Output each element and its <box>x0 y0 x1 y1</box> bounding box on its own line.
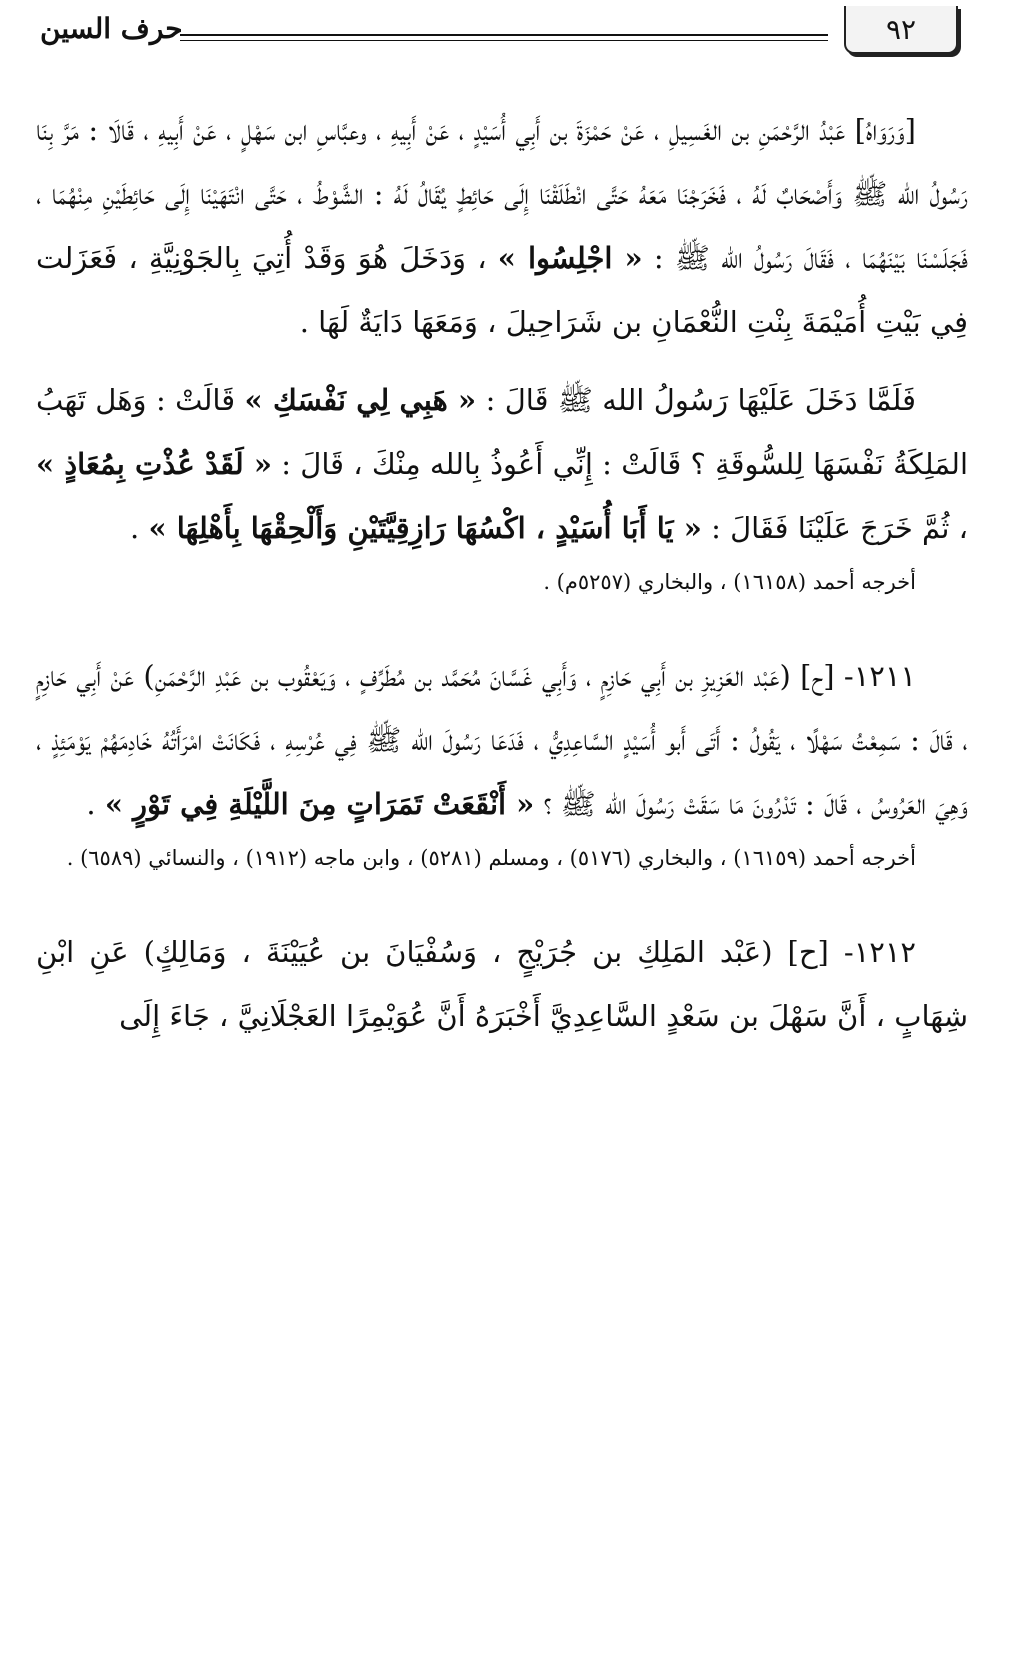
takhrij-footnote: أخرجه أحمد (١٦١٥٩) ، والبخاري (٥١٧٦) ، ومسلم (٥٢٨١) ، وابن ماجه (١٩١٢) ، والنسائي (٦٥٨٩) . <box>66 846 916 870</box>
header-rule-thin <box>180 40 828 41</box>
running-title: حرف السين <box>40 12 183 45</box>
prophet-quote: « يَا أَبَا أُسَيْدٍ ، اكْسُهَا رَازِقِيَّتَيْنِ وَأَلْحِقْهَا بِأَهْلِهَا » <box>148 511 702 545</box>
prophet-quote: « اجْلِسُوا » <box>497 241 643 275</box>
page-header <box>0 0 1010 70</box>
hadith-text: فَلَمَّا دَخَلَ عَلَيْهَا رَسُولُ الله ﷺ قَالَ : <box>485 383 917 417</box>
hadith-paragraph <box>36 98 968 354</box>
hadith-text: ١٢١٢- [ح] (عَبْد المَلِكِ بن جُرَيْجٍ ، وَسُفْيَانَ بن عُيَيْنَةَ ، وَمَالِكٍ) عَنِ ابْنِ شِهَابٍ ، أَنَّ سَهْلَ بن سَعْدٍ السَّاعِدِيَّ أَخْبَرَهُ أَنَّ عُوَيْمِرًا العَجْلَانِيَّ ، جَاءَ إِلَى <box>36 935 968 1033</box>
prophet-quote: « لَقَدْ عُذْتِ بِمُعَاذٍ » <box>36 447 272 481</box>
hadith-paragraph <box>36 920 968 1048</box>
prophet-quote: « أَنْقَعَتْ تَمَرَاتٍ مِنَ اللَّيْلَةِ فِي تَوْرٍ » <box>104 787 535 821</box>
page-number: ٩٢ <box>844 6 958 54</box>
takhrij-footnote: أخرجه أحمد (١٦١٥٨) ، والبخاري (٥٢٥٧م) . <box>543 570 916 594</box>
page-body <box>36 98 968 1048</box>
hadith-text: . <box>130 511 140 545</box>
hadith-text: . <box>86 787 96 821</box>
hadith-text: ١٢١١- [ح] (عَبْد العَزِيزِ بن أَبِي حَازِمٍ ، وَأَبِي غَسَّانَ مُحَمَّد بن مُطَرِّفٍ ، وَيَعْقُوب بن عَبْدِ الرَّحْمَنِ) عَنْ أَبِي حَازِمٍ ، قَالَ : سَمِعْتُ سَهْلًا ، يَقُولُ : أَتَى أَبو أُسَيْدٍ السَّاعِدِيُّ ، فَدَعَا رَسُولَ الله ﷺ فِي عُرْسِهِ ، فَكَانَتْ امْرَأَتُهُ خَادِمَهُمْ يَوْمَئِذٍ ، وَهِيَ العَرُوسُ ، قَالَ : تَدْرُونَ مَا سَقَتْ رَسُولَ الله ﷺ ؟ <box>36 659 968 821</box>
hadith-text: ، وَدَخَلَ هُوَ وَقَدْ أُتِيَ بِالجَوْنِيَّةِ ، فَعَزَلت فِي بَيْتِ أُمَيْمَةَ بِنْتِ النُّعْمَانِ بن شَرَاحِيلَ ، وَمَعَهَا دَايَةٌ لَهَا . <box>36 241 968 339</box>
hadith-text: قَالَتْ : وَهَل تَهَبُ المَلِكَةُ نَفْسَهَا لِلسُّوقَةِ ؟ قَالَتْ : إِنِّي أَعُوذُ بِالله مِنْكَ ، قَالَ : <box>36 383 968 481</box>
header-rule <box>180 34 828 36</box>
hadith-paragraph <box>36 368 968 560</box>
hadith-text: [وَرَوَاهُ] عَبْدُ الرَّحْمَنِ بن الغَسِيلِ ، عَنْ حَمْزَةَ بن أَبِي أُسَيْدٍ ، عَنْ أَبِيهِ ، وعبَّاسِ ابن سَهْلٍ ، عَنْ أَبِيهِ ، قَالَا : مَرَّ بِنَا رَسُولُ الله ﷺ وَأَصْحَابٌ لَهُ ، فَخَرَجْنَا مَعَهُ حَتَّى انْطَلَقْنَا إِلَى حَائِطٍ يُقَالُ لَهُ : الشَّوْطُ ، حَتَّى انْتَهَيْنَا إِلَى حَائِطَيْنِ مِنْهُمَا ، فَجَلَسْنَا بَيْنَهُمَا ، فَقَالَ رَسُولُ الله ﷺ : <box>36 113 969 275</box>
prophet-quote: « هَبِي لِي نَفْسَكِ » <box>244 383 477 417</box>
hadith-paragraph <box>36 644 968 836</box>
hadith-text: ، ثُمَّ خَرَجَ عَلَيْنَا فَقَالَ : <box>711 511 968 545</box>
